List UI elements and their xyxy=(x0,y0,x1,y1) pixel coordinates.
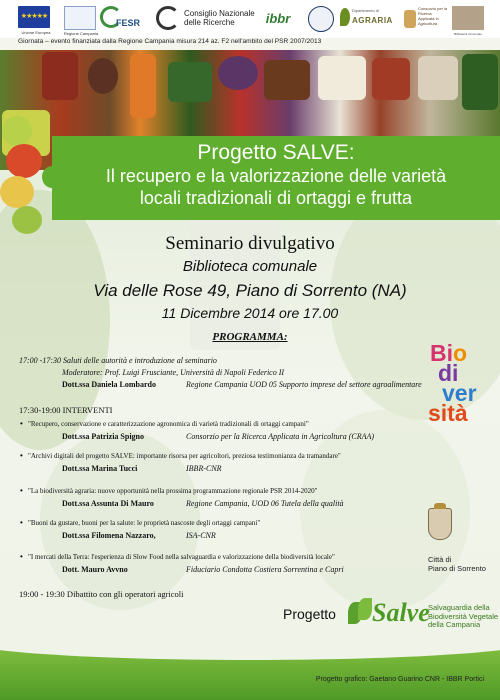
region-caption: Regione Campania xyxy=(63,31,99,36)
speaker: Dott.ssa Marina Tucci xyxy=(62,464,138,473)
salve-logo-text: Salve xyxy=(372,598,430,627)
ibbr-logo: ibbr xyxy=(265,11,291,26)
speaker-affiliation: ISA-CNR xyxy=(186,531,216,540)
speaker-affiliation: Consorzio per la Ricerca Applicata in Agricoltura (CRAA) xyxy=(186,432,375,441)
progetto-label: Progetto xyxy=(283,606,336,622)
craa-logo: Consorzio per la Ricerca Applicata in Agricoltura xyxy=(404,6,444,32)
bullet-icon: • xyxy=(20,419,23,428)
session-1-time: 17:00 -17:30 Saluti delle autorità e introduzione al seminario xyxy=(19,356,217,365)
biblioteca-logo: Biblioteca Comunale xyxy=(452,6,484,30)
session-2-time: 17:30-19:00 INTERVENTI xyxy=(19,405,113,415)
talk-title: "Buoni da gustare, buoni per la salute: le proprietà nascoste degli ortaggi campani" xyxy=(28,519,261,527)
leaf-icon xyxy=(340,8,350,26)
cnr-logo: Consiglio Nazionale delle Ricerche xyxy=(156,6,256,30)
speaker: Dott.ssa Assunta Di Mauro xyxy=(62,499,154,508)
graphic-credits: Progetto grafico: Gaetano Guarino CNR - IBBR Portici xyxy=(315,676,484,683)
seminar-title: Seminario divulgativo xyxy=(165,233,335,254)
bullet-icon: • xyxy=(20,451,23,460)
bottom-green-band xyxy=(0,632,500,700)
city-label-line2: Piano di Sorrento xyxy=(428,564,486,573)
talk-title: "La biodiversità agraria: nuove opportunità nella prossima programmazione regionale PSR 2014-2020" xyxy=(28,487,318,495)
speaker-affiliation: Fiduciario Condotta Costiera Sorrentina e Capri xyxy=(186,565,344,574)
funding-note: Giornata – evento finanziata dalla Regione Campania misura 214 az. F2 nell'ambito del PSR 2007/2013 xyxy=(18,38,322,45)
programma-heading: PROGRAMMA: xyxy=(212,331,288,343)
project-title: Progetto SALVE: xyxy=(197,141,355,164)
moderator xyxy=(62,368,284,377)
salve-tagline: Salvaguardia della Biodiversità Vegetale della Campania xyxy=(428,603,499,629)
eu-stars-icon: ★★★★★ xyxy=(20,13,48,20)
moderator-label: Moderatore: Prof. Luigi Frusciante, xyxy=(62,368,179,377)
coat-of-arms-icon xyxy=(428,508,452,540)
logo-strip xyxy=(0,0,500,38)
talk-title: "Archivi digitali del progetto SALVE: importante risorsa per agricoltori, preziosa testimonianza da tramandare" xyxy=(28,452,341,460)
bullet-icon: • xyxy=(20,518,23,527)
speaker: Dott. Mauro Avvno xyxy=(62,565,128,574)
regione-campania-logo xyxy=(63,6,99,36)
project-subtitle-line2: locali tradizionali di ortaggi e frutta xyxy=(139,188,413,208)
speaker-affiliation: IBBR-CNR xyxy=(186,464,222,473)
seminar-venue: Biblioteca comunale xyxy=(182,258,318,275)
project-subtitle-line1: Il recupero e la valorizzazione delle varietà xyxy=(105,166,447,186)
bullet-icon: • xyxy=(20,552,23,561)
title-band xyxy=(52,136,500,220)
agraria-logo: Dipartimento di AGRARIA xyxy=(340,6,396,32)
talk-title: "I mercati della Terra: l'esperienza di Slow Food nella salvaguardia e valorizzazione della biodiversità locale" xyxy=(28,553,335,561)
craa-mark-icon xyxy=(404,10,416,28)
city-label-line1: Città di xyxy=(428,555,452,564)
closing-session: 19:00 - 19:30 Dibattito con gli operatori agricoli xyxy=(19,589,184,599)
speaker: Dott.ssa Filomena Nazzaro, xyxy=(62,531,156,540)
speaker: Dott.ssa Patrizia Spigno xyxy=(62,432,144,441)
moderator-affiliation: Università di Napoli Federico II xyxy=(178,368,285,377)
fesr-logo: FESR xyxy=(100,6,142,30)
university-seal-logo xyxy=(308,6,334,32)
talk-title: "Recupero, conservazione e caratterizzazione agronomica di varietà tradizionali di ortaggi campani" xyxy=(28,420,309,428)
seminar-address: Via delle Rose 49, Piano di Sorrento (NA) xyxy=(93,281,407,300)
speaker: Dott.ssa Daniela Lombardo xyxy=(62,380,157,389)
seminar-date: 11 Dicembre 2014 ore 17.00 xyxy=(161,305,339,321)
eu-caption: Unione Europea xyxy=(21,30,51,35)
cnr-c-icon xyxy=(156,6,180,30)
bullet-icon: • xyxy=(20,486,23,495)
eu-flag-logo xyxy=(18,6,51,35)
speaker-affiliation: Regione Campania, UOD 06 Tutela della qualità xyxy=(186,499,344,508)
speaker-affiliation: Regione Campania UOD 05 Supporto imprese del settore agroalimentare xyxy=(186,380,422,389)
biodiversita-wordmark: Bio di ver sità xyxy=(428,340,477,426)
